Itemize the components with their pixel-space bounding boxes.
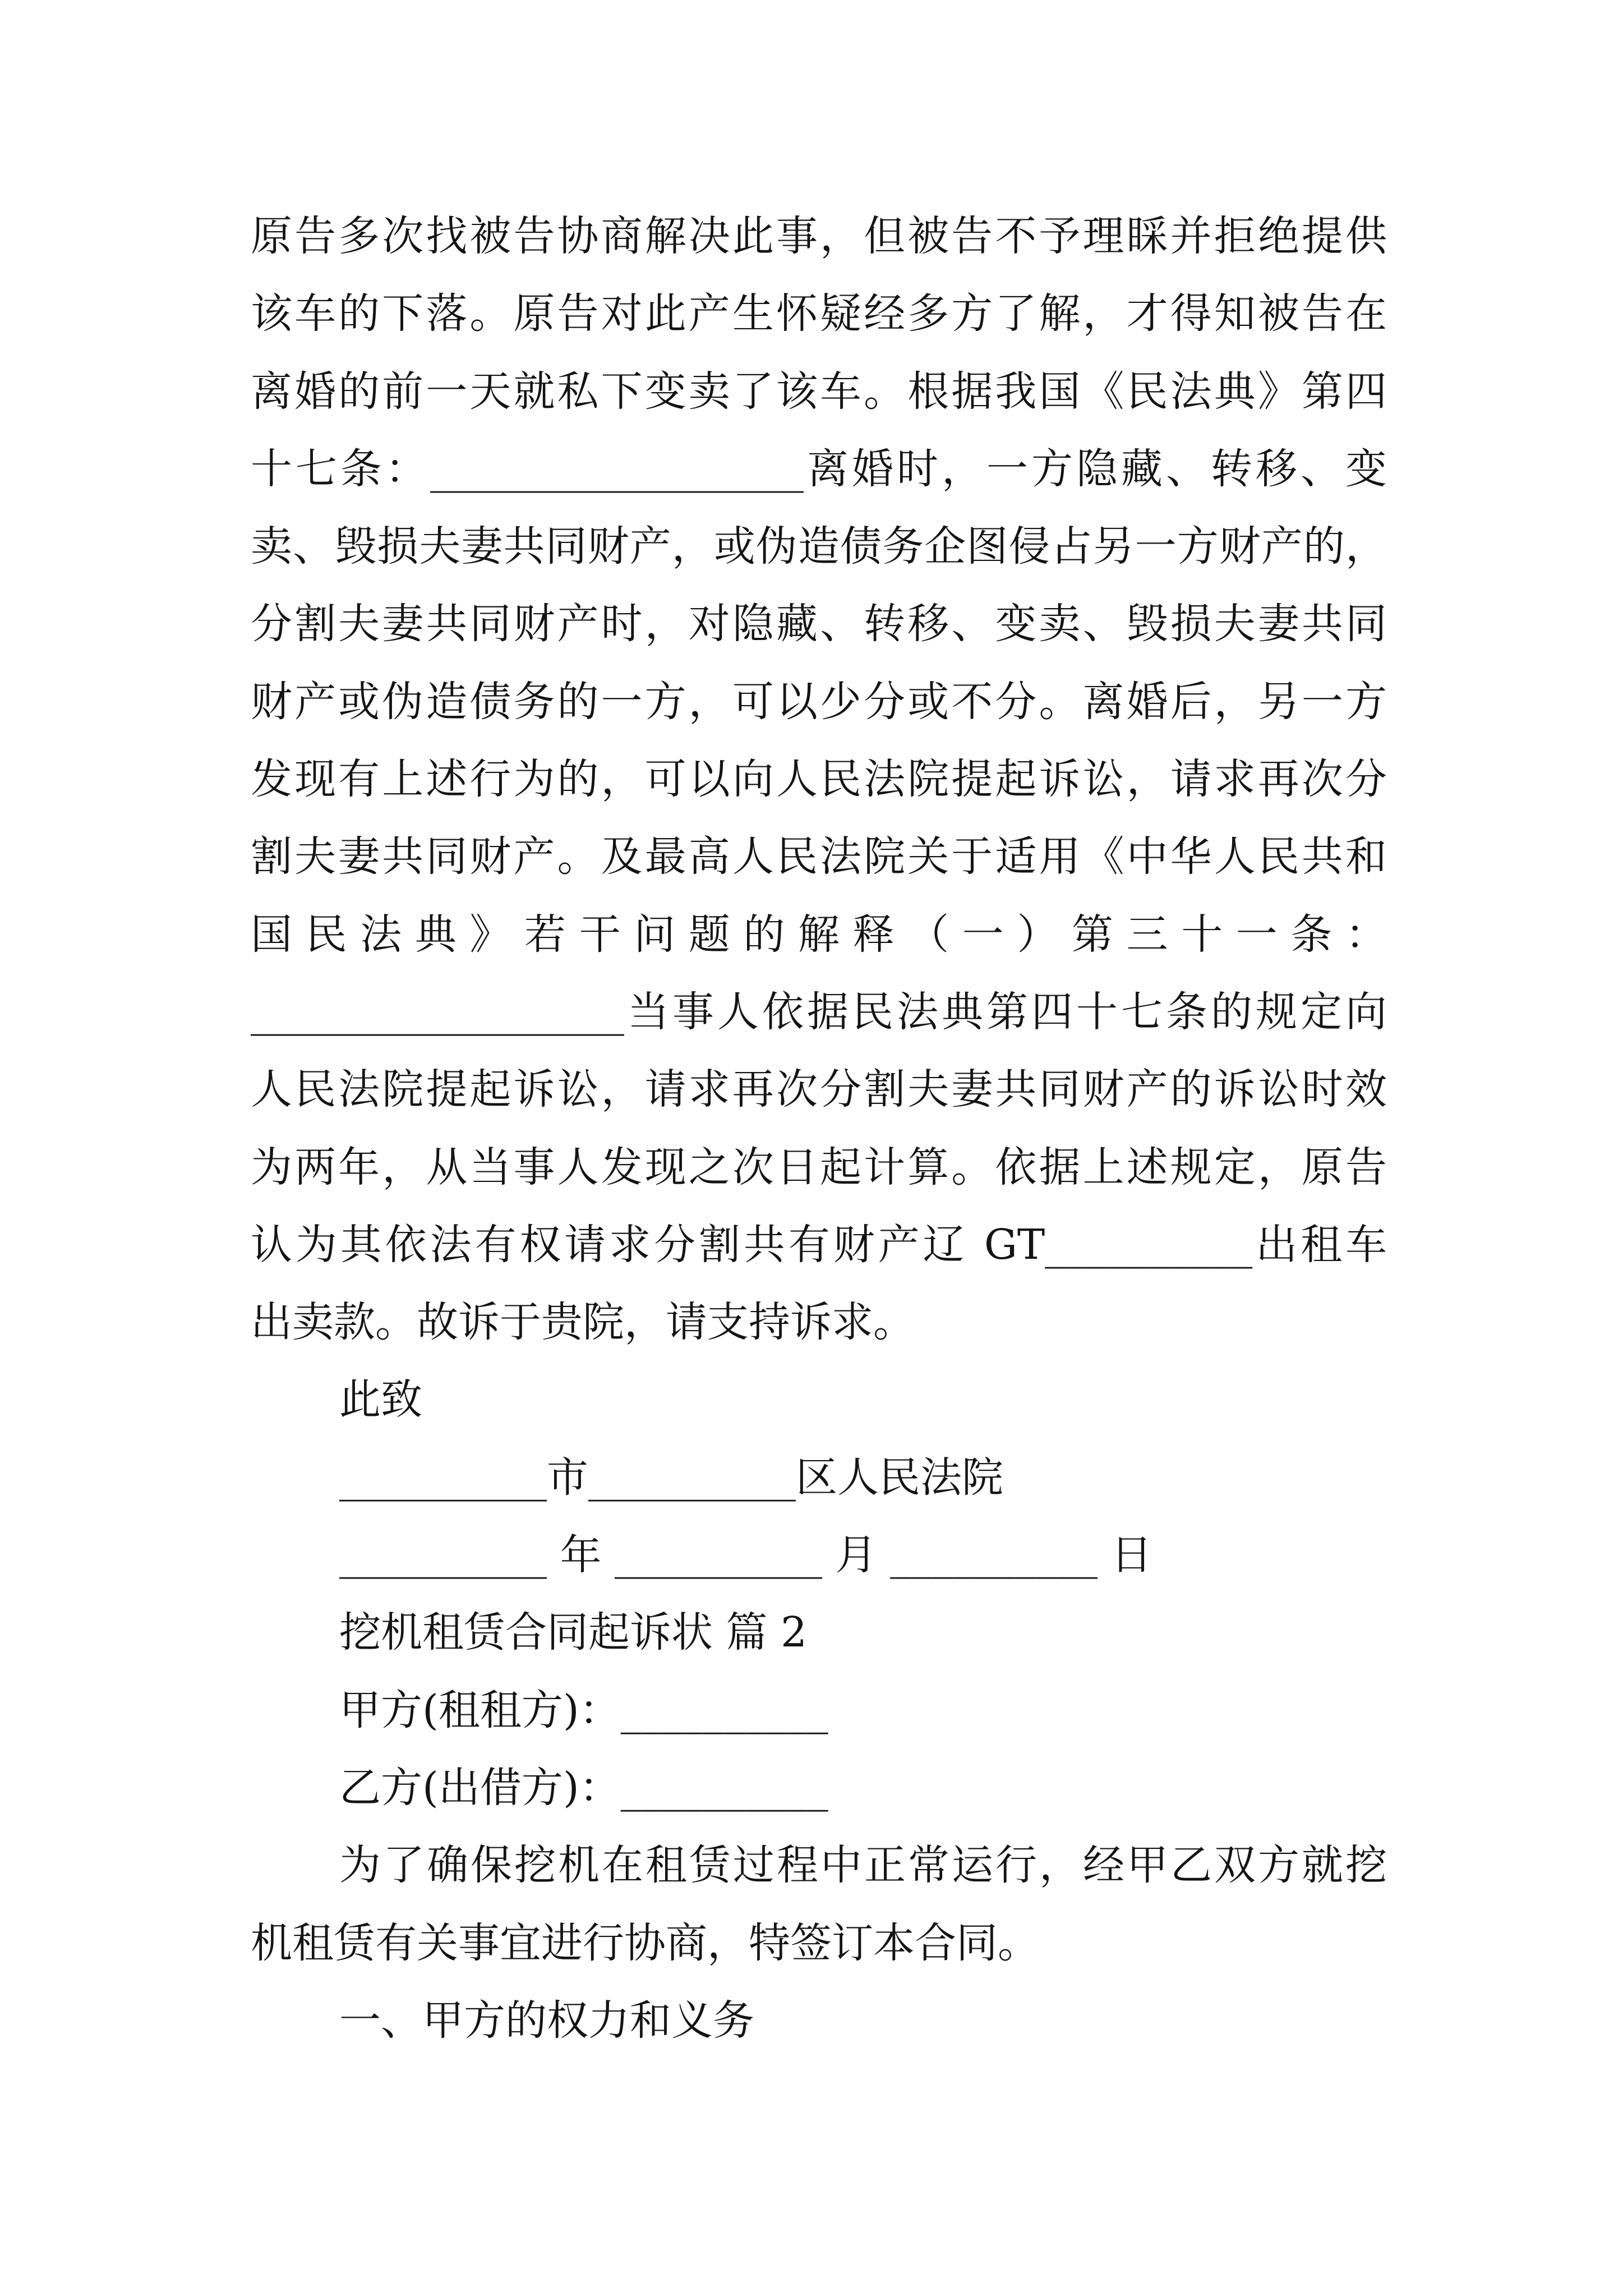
text-line: 机租赁有关事宜进行协商，特签订本合同。 — [251, 1918, 1039, 1967]
text-line: 国民法典》若干问题的解释（一）第三十一条： — [251, 910, 1387, 959]
party-b-line: 乙方(出借方)：__________ — [339, 1763, 828, 1812]
text-line: 发现有上述行为的，可以向人民法院提起诉讼，请求再次分 — [251, 755, 1387, 804]
text-line: 出卖款。故诉于贵院，请支持诉求。 — [251, 1298, 915, 1347]
text-line: 原告多次找被告协商解决此事，但被告不予理睬并拒绝提供 — [251, 212, 1387, 260]
court-address-line: __________市__________区人民法院 — [339, 1453, 1003, 1502]
text-line: 分割夫妻共同财产时，对隐藏、转移、变卖、毁损夫妻共同 — [251, 600, 1387, 648]
text-line: 割夫妻共同财产。及最高人民法院关于适用《中华人民共和 — [251, 832, 1387, 881]
text-line: 为两年，从当事人发现之次日起计算。依据上述规定，原告 — [251, 1143, 1387, 1191]
text-line: 为了确保挖机在租赁过程中正常运行，经甲乙双方就挖 — [339, 1841, 1387, 1890]
text-line: 十七条：__________________离婚时，一方隐藏、转移、变 — [251, 444, 1387, 493]
text-line: 离婚的前一天就私下变卖了该车。根据我国《民法典》第四 — [251, 367, 1387, 416]
document-body — [251, 197, 1387, 2059]
text-line: __________________当事人依据民法典第四十七条的规定向 — [251, 987, 1387, 1036]
section-title: 挖机租赁合同起诉状 篇 2 — [339, 1608, 808, 1657]
text-line: 人民法院提起诉讼，请求再次分割夫妻共同财产的诉讼时效 — [251, 1065, 1387, 1114]
text-line: 认为其依法有权请求分割共有财产辽 GT__________出租车 — [251, 1220, 1387, 1269]
closing-salutation: 此致 — [339, 1375, 422, 1424]
section-heading: 一、甲方的权力和义务 — [339, 1996, 754, 2045]
text-line: 该车的下落。原告对此产生怀疑经多方了解，才得知被告在 — [251, 289, 1387, 338]
text-line: 财产或伪造债务的一方，可以少分或不分。离婚后，另一方 — [251, 677, 1387, 726]
party-a-line: 甲方(租租方)：__________ — [339, 1686, 828, 1734]
date-line: __________ 年 __________ 月 __________ 日 — [339, 1531, 1152, 1580]
text-line: 卖、毁损夫妻共同财产，或伪造债务企图侵占另一方财产的， — [251, 522, 1387, 571]
